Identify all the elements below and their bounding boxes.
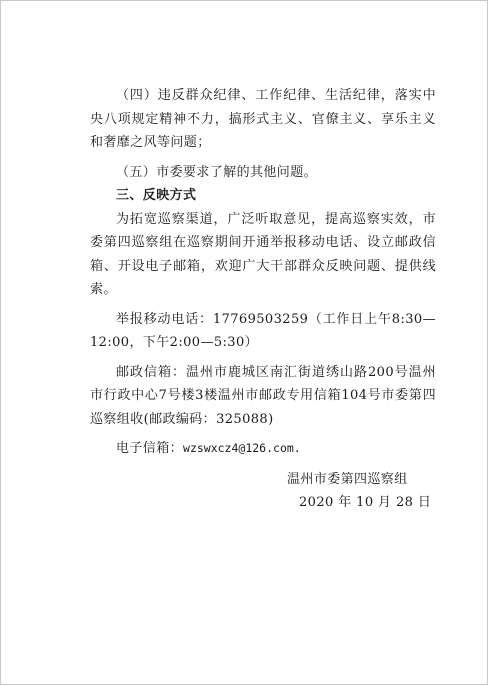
item-four-paragraph: （四）违反群众纪律、工作纪律、生活纪律，落实中央八项规定精神不力，搞形式主义、官僚主义、享乐主义和奢靡之风等问题； (90, 88, 436, 150)
phone-paragraph: 举报移动电话：17769503259（工作日上午8:30—12:00，下午2:00—5:30） (90, 311, 436, 350)
intro-paragraph: 为拓宽巡察渠道，广泛听取意见，提高巡察实效，市委第四巡察组在巡察期间开通举报移动电话、设立邮政信箱、开设电子邮箱，欢迎广大干部群众反映问题、提供线索。 (90, 211, 436, 297)
email-address: wzswxcz4@126.com. (183, 441, 301, 455)
email-paragraph (90, 437, 436, 461)
email-label: 电子信箱： (116, 441, 184, 456)
signature-date: 2020 年 10 月 28 日 (299, 495, 432, 510)
document-body (90, 84, 436, 461)
mailbox-paragraph: 邮政信箱：温州市鹿城区南汇街道绣山路200号温州市行政中心7号楼3楼温州市邮政专用信箱104号市委第四巡察组收(邮政编码：325088) (90, 364, 436, 427)
item-five-paragraph: （五）市委要求了解的其他问题。 (116, 164, 318, 180)
section-three-heading: 三、反映方式 (116, 188, 197, 203)
signature-organization: 温州市委第四巡察组 (287, 472, 408, 487)
